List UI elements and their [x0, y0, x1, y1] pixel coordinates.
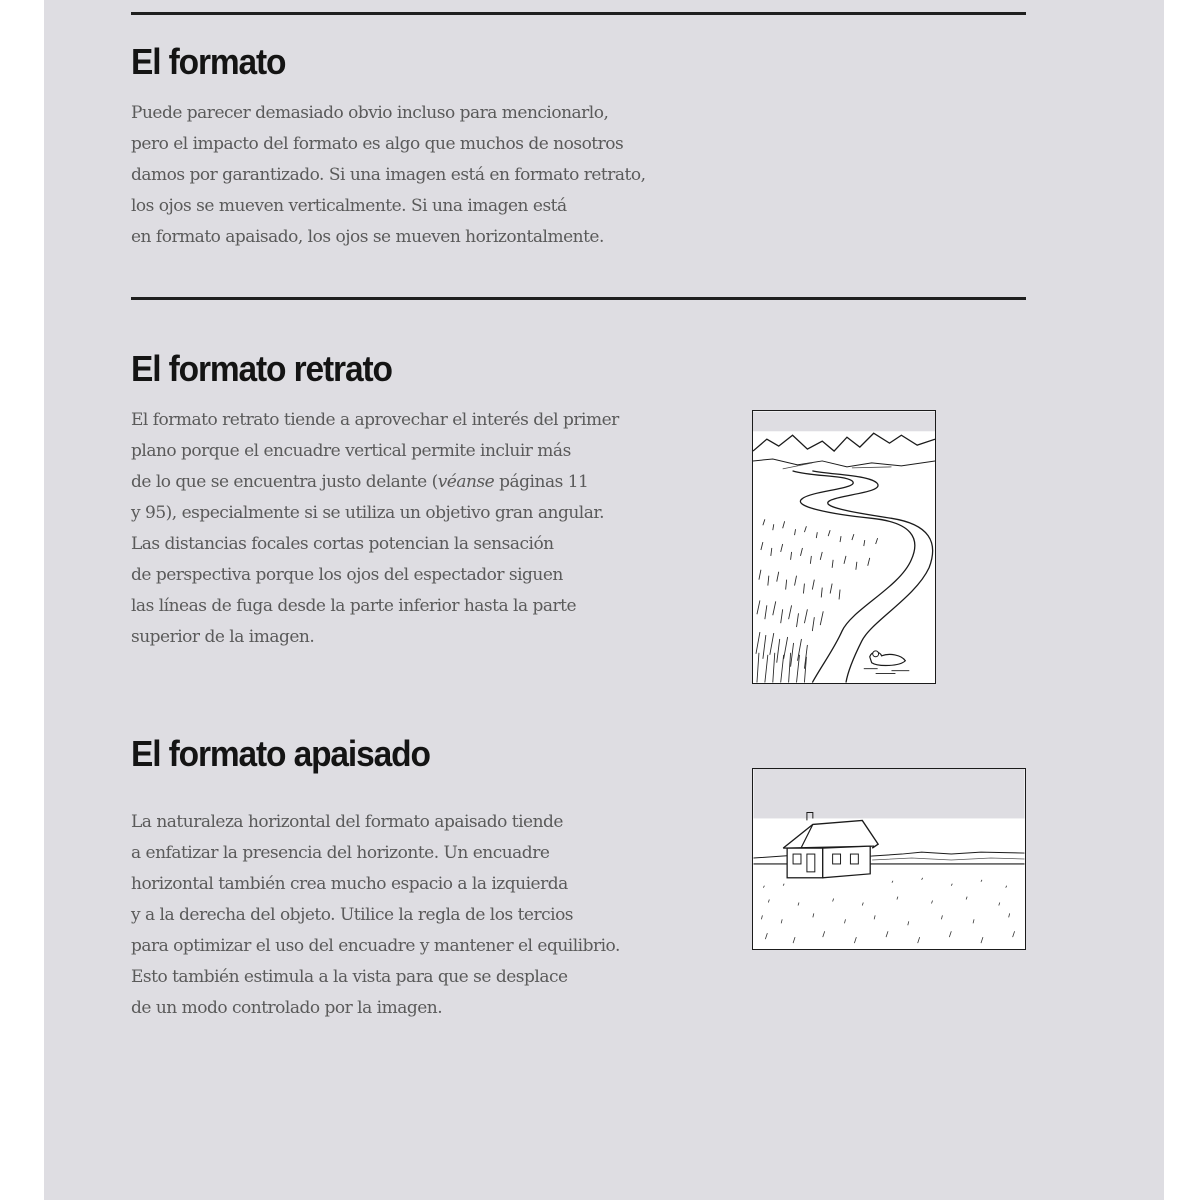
section-paragraph-retrato	[131, 405, 619, 653]
paragraph-text: páginas 11	[494, 472, 589, 492]
paragraph-line: y 95), especialmente si se utiliza un objetivo gran angular.	[131, 503, 605, 523]
paragraph-line: para optimizar el uso del encuadre y mantener el equilibrio.	[131, 936, 620, 956]
paragraph-line: las líneas de fuga desde la parte inferior hasta la parte	[131, 596, 577, 616]
paragraph-line: El formato retrato tiende a aprovechar el interés del primer	[131, 410, 619, 430]
paragraph-text: de lo que se encuentra justo delante (	[131, 472, 438, 492]
section-heading-retrato: El formato retrato	[131, 348, 392, 389]
paragraph-line: Esto también estimula a la vista para que se desplace	[131, 967, 568, 987]
section-paragraph-apaisado	[131, 807, 620, 1024]
paragraph-line: damos por garantizado. Si una imagen está en formato retrato,	[131, 165, 646, 185]
paragraph-line: y a la derecha del objeto. Utilice la regla de los tercios	[131, 905, 574, 925]
landscape-cabin-field-illustration	[752, 768, 1026, 950]
paragraph-line: La naturaleza horizontal del formato apaisado tiende	[131, 812, 563, 832]
paragraph-line: superior de la imagen.	[131, 627, 315, 647]
section-heading-apaisado: El formato apaisado	[131, 733, 430, 774]
paragraph-line: pero el impacto del formato es algo que muchos de nosotros	[131, 134, 624, 154]
paragraph-line: los ojos se mueven verticalmente. Si una imagen está	[131, 196, 567, 216]
paragraph-line: Puede parecer demasiado obvio incluso para mencionarlo,	[131, 103, 609, 123]
paragraph-line: Las distancias focales cortas potencian la sensación	[131, 534, 554, 554]
middle-rule	[131, 297, 1026, 300]
paragraph-line: en formato apaisado, los ojos se mueven horizontalmente.	[131, 227, 604, 247]
landscape-illustration-drawing	[753, 769, 1025, 949]
paragraph-line: a enfatizar la presencia del horizonte. Un encuadre	[131, 843, 550, 863]
paragraph-line	[131, 467, 619, 498]
paragraph-line: de perspectiva porque los ojos del espectador siguen	[131, 565, 563, 585]
italic-text: véanse	[437, 472, 495, 492]
top-rule	[131, 12, 1026, 15]
paragraph-line: de un modo controlado por la imagen.	[131, 998, 443, 1018]
book-page	[44, 0, 1164, 1200]
portrait-landscape-river-illustration	[752, 410, 936, 684]
portrait-illustration-drawing	[753, 411, 935, 683]
paragraph-line: plano porque el encuadre vertical permite incluir más	[131, 441, 571, 461]
section-heading-formato: El formato	[131, 41, 286, 82]
paragraph-line: horizontal también crea mucho espacio a la izquierda	[131, 874, 568, 894]
section-paragraph-formato	[131, 98, 645, 253]
